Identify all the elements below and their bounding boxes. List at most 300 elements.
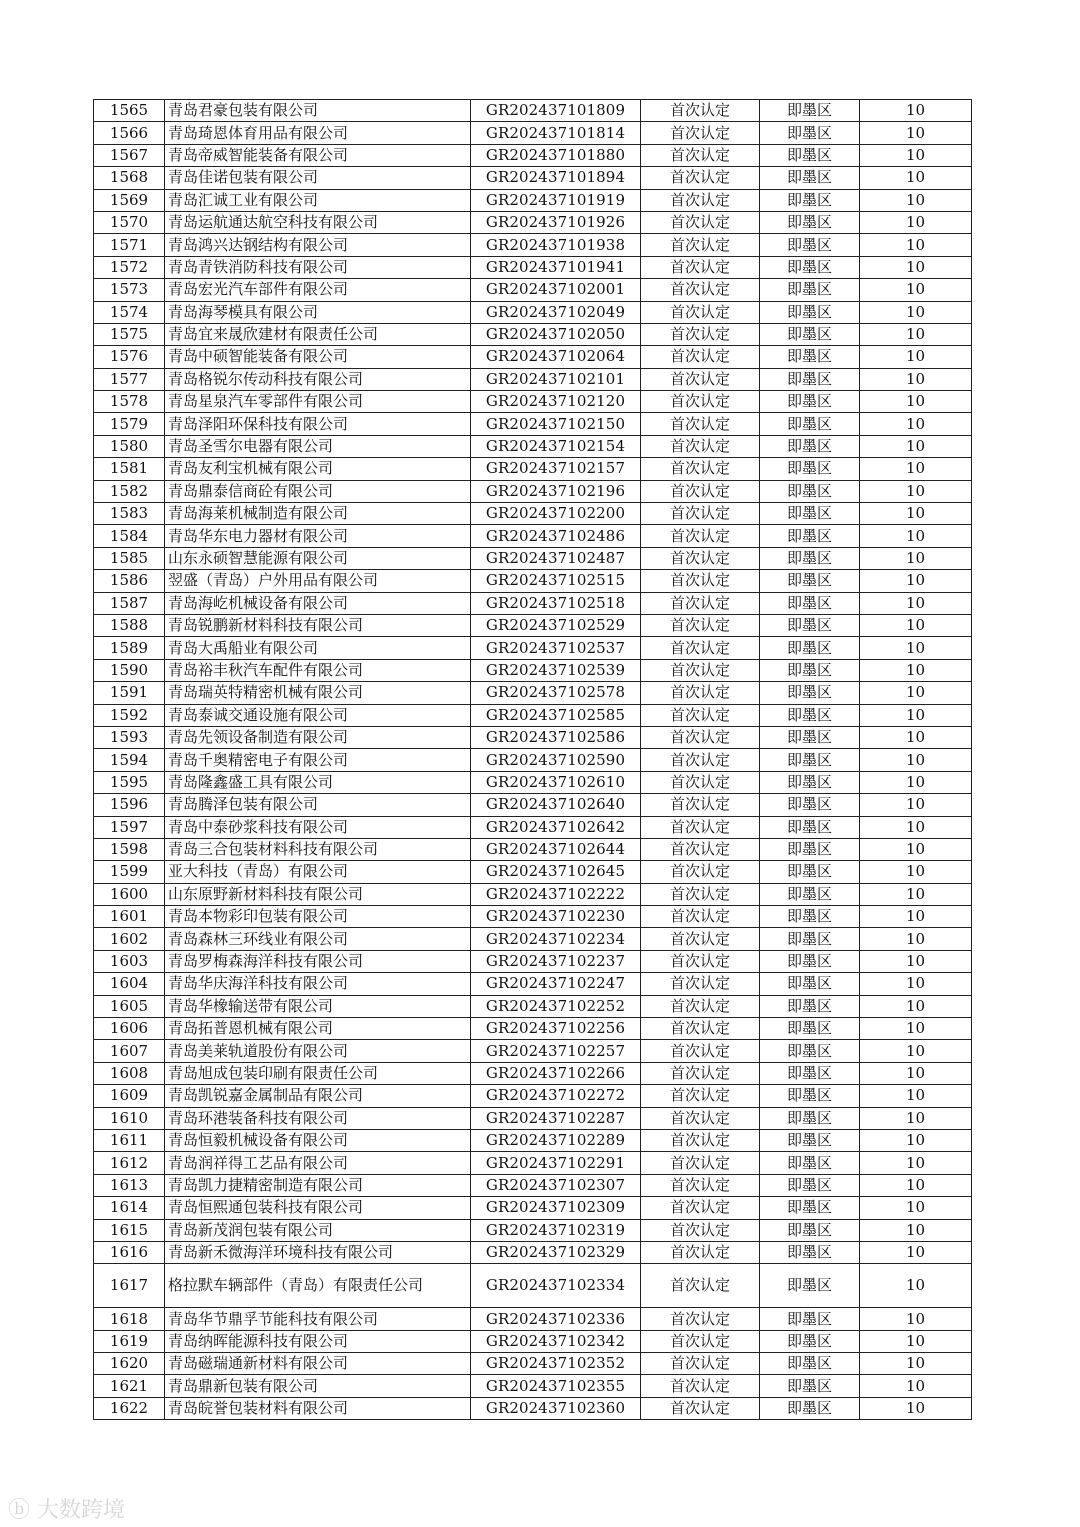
district-cell: 即墨区 xyxy=(760,704,860,726)
row-number-cell: 1574 xyxy=(94,301,165,323)
certificate-code-cell: GR202437102642 xyxy=(471,816,641,838)
certificate-code-cell: GR202437102529 xyxy=(471,614,641,636)
table-row xyxy=(94,1375,972,1397)
score-cell: 10 xyxy=(860,749,972,771)
company-name-cell: 青岛凯锐嘉金属制品有限公司 xyxy=(165,1085,471,1107)
row-number-cell: 1602 xyxy=(94,928,165,950)
company-name-cell: 青岛佳诺包装有限公司 xyxy=(165,167,471,189)
district-cell: 即墨区 xyxy=(760,1264,860,1308)
certificate-code-cell: GR202437102336 xyxy=(471,1308,641,1330)
table-row xyxy=(94,211,972,233)
score-cell: 10 xyxy=(860,1397,972,1419)
company-name-cell: 青岛中硕智能装备有限公司 xyxy=(165,346,471,368)
table-row xyxy=(94,861,972,883)
table-row xyxy=(94,279,972,301)
table-row xyxy=(94,1152,972,1174)
score-cell: 10 xyxy=(860,1375,972,1397)
company-name-cell: 青岛友利宝机械有限公司 xyxy=(165,458,471,480)
row-number-cell: 1609 xyxy=(94,1085,165,1107)
score-cell: 10 xyxy=(860,838,972,860)
score-cell: 10 xyxy=(860,435,972,457)
certification-type-cell: 首次认定 xyxy=(641,1353,760,1375)
score-cell: 10 xyxy=(860,794,972,816)
score-cell: 10 xyxy=(860,973,972,995)
company-name-cell: 亚大科技（青岛）有限公司 xyxy=(165,861,471,883)
row-number-cell: 1620 xyxy=(94,1353,165,1375)
table-row xyxy=(94,883,972,905)
district-cell: 即墨区 xyxy=(760,928,860,950)
table-row xyxy=(94,503,972,525)
certificate-code-cell: GR202437102001 xyxy=(471,279,641,301)
row-number-cell: 1611 xyxy=(94,1129,165,1151)
score-cell: 10 xyxy=(860,995,972,1017)
score-cell: 10 xyxy=(860,614,972,636)
row-number-cell: 1576 xyxy=(94,346,165,368)
row-number-cell: 1572 xyxy=(94,256,165,278)
score-cell: 10 xyxy=(860,189,972,211)
district-cell: 即墨区 xyxy=(760,995,860,1017)
row-number-cell: 1621 xyxy=(94,1375,165,1397)
certification-type-cell: 首次认定 xyxy=(641,256,760,278)
row-number-cell: 1612 xyxy=(94,1152,165,1174)
table-row xyxy=(94,1397,972,1419)
score-cell: 10 xyxy=(860,637,972,659)
table-row xyxy=(94,704,972,726)
row-number-cell: 1615 xyxy=(94,1219,165,1241)
row-number-cell: 1582 xyxy=(94,480,165,502)
company-name-cell: 青岛海莱机械制造有限公司 xyxy=(165,503,471,525)
score-cell: 10 xyxy=(860,659,972,681)
company-name-cell: 山东永硕智慧能源有限公司 xyxy=(165,547,471,569)
certificate-code-cell: GR202437101809 xyxy=(471,100,641,122)
certification-type-cell: 首次认定 xyxy=(641,1085,760,1107)
district-cell: 即墨区 xyxy=(760,547,860,569)
certification-type-cell: 首次认定 xyxy=(641,816,760,838)
certification-type-cell: 首次认定 xyxy=(641,637,760,659)
row-number-cell: 1567 xyxy=(94,144,165,166)
company-name-cell: 青岛格锐尔传动科技有限公司 xyxy=(165,368,471,390)
company-name-cell: 青岛宏光汽车部件有限公司 xyxy=(165,279,471,301)
certificate-code-cell: GR202437102645 xyxy=(471,861,641,883)
certification-type-cell: 首次认定 xyxy=(641,1308,760,1330)
district-cell: 即墨区 xyxy=(760,1152,860,1174)
table-row xyxy=(94,435,972,457)
table-row xyxy=(94,950,972,972)
certificate-code-cell: GR202437102230 xyxy=(471,906,641,928)
table-row xyxy=(94,659,972,681)
score-cell: 10 xyxy=(860,906,972,928)
score-cell: 10 xyxy=(860,211,972,233)
score-cell: 10 xyxy=(860,301,972,323)
row-number-cell: 1604 xyxy=(94,973,165,995)
score-cell: 10 xyxy=(860,1062,972,1084)
district-cell: 即墨区 xyxy=(760,592,860,614)
table-row xyxy=(94,816,972,838)
row-number-cell: 1568 xyxy=(94,167,165,189)
row-number-cell: 1613 xyxy=(94,1174,165,1196)
district-cell: 即墨区 xyxy=(760,1018,860,1040)
table-row xyxy=(94,794,972,816)
row-number-cell: 1588 xyxy=(94,614,165,636)
district-cell: 即墨区 xyxy=(760,1197,860,1219)
certification-type-cell: 首次认定 xyxy=(641,906,760,928)
score-cell: 10 xyxy=(860,234,972,256)
table-row xyxy=(94,1107,972,1129)
score-cell: 10 xyxy=(860,256,972,278)
district-cell: 即墨区 xyxy=(760,1308,860,1330)
district-cell: 即墨区 xyxy=(760,906,860,928)
company-name-cell: 青岛磁瑞通新材料有限公司 xyxy=(165,1353,471,1375)
company-name-cell: 青岛锐鹏新材料科技有限公司 xyxy=(165,614,471,636)
certification-type-cell: 首次认定 xyxy=(641,973,760,995)
row-number-cell: 1585 xyxy=(94,547,165,569)
table-row xyxy=(94,973,972,995)
table-row xyxy=(94,906,972,928)
row-number-cell: 1607 xyxy=(94,1040,165,1062)
row-number-cell: 1575 xyxy=(94,323,165,345)
row-number-cell: 1617 xyxy=(94,1264,165,1308)
row-number-cell: 1618 xyxy=(94,1308,165,1330)
score-cell: 10 xyxy=(860,1152,972,1174)
district-cell: 即墨区 xyxy=(760,794,860,816)
row-number-cell: 1579 xyxy=(94,413,165,435)
certificate-code-cell: GR202437102578 xyxy=(471,682,641,704)
table-row xyxy=(94,726,972,748)
certification-type-cell: 首次认定 xyxy=(641,749,760,771)
district-cell: 即墨区 xyxy=(760,973,860,995)
certification-type-cell: 首次认定 xyxy=(641,883,760,905)
company-name-cell: 青岛鸿兴达钢结构有限公司 xyxy=(165,234,471,256)
certification-type-cell: 首次认定 xyxy=(641,346,760,368)
certificate-code-cell: GR202437102355 xyxy=(471,1375,641,1397)
certificate-code-cell: GR202437102307 xyxy=(471,1174,641,1196)
certification-type-cell: 首次认定 xyxy=(641,1018,760,1040)
score-cell: 10 xyxy=(860,928,972,950)
certification-type-cell: 首次认定 xyxy=(641,1107,760,1129)
certificate-code-cell: GR202437102487 xyxy=(471,547,641,569)
certificate-code-cell: GR202437102539 xyxy=(471,659,641,681)
table-row xyxy=(94,346,972,368)
table-row xyxy=(94,547,972,569)
score-cell: 10 xyxy=(860,570,972,592)
certificate-code-cell: GR202437102644 xyxy=(471,838,641,860)
row-number-cell: 1610 xyxy=(94,1107,165,1129)
certification-type-cell: 首次认定 xyxy=(641,1375,760,1397)
district-cell: 即墨区 xyxy=(760,1330,860,1352)
table-row xyxy=(94,1308,972,1330)
score-cell: 10 xyxy=(860,547,972,569)
table-row xyxy=(94,458,972,480)
company-name-cell: 青岛环港装备科技有限公司 xyxy=(165,1107,471,1129)
district-cell: 即墨区 xyxy=(760,883,860,905)
score-cell: 10 xyxy=(860,122,972,144)
company-name-cell: 青岛润祥得工艺品有限公司 xyxy=(165,1152,471,1174)
certification-type-cell: 首次认定 xyxy=(641,1129,760,1151)
certification-type-cell: 首次认定 xyxy=(641,167,760,189)
score-cell: 10 xyxy=(860,458,972,480)
score-cell: 10 xyxy=(860,950,972,972)
district-cell: 即墨区 xyxy=(760,749,860,771)
certification-type-cell: 首次认定 xyxy=(641,995,760,1017)
district-cell: 即墨区 xyxy=(760,122,860,144)
certification-type-cell: 首次认定 xyxy=(641,1062,760,1084)
certificate-code-cell: GR202437102196 xyxy=(471,480,641,502)
certificate-code-cell: GR202437102329 xyxy=(471,1241,641,1263)
certification-type-cell: 首次认定 xyxy=(641,1040,760,1062)
table-row xyxy=(94,749,972,771)
district-cell: 即墨区 xyxy=(760,256,860,278)
score-cell: 10 xyxy=(860,1174,972,1196)
company-name-cell: 青岛鼎新包装有限公司 xyxy=(165,1375,471,1397)
table-row xyxy=(94,995,972,1017)
district-cell: 即墨区 xyxy=(760,861,860,883)
score-cell: 10 xyxy=(860,1085,972,1107)
certification-type-cell: 首次认定 xyxy=(641,234,760,256)
company-name-cell: 青岛星泉汽车零部件有限公司 xyxy=(165,391,471,413)
district-cell: 即墨区 xyxy=(760,682,860,704)
certification-type-cell: 首次认定 xyxy=(641,503,760,525)
certificate-code-cell: GR202437102515 xyxy=(471,570,641,592)
row-number-cell: 1581 xyxy=(94,458,165,480)
company-name-cell: 青岛大禹船业有限公司 xyxy=(165,637,471,659)
score-cell: 10 xyxy=(860,167,972,189)
district-cell: 即墨区 xyxy=(760,659,860,681)
score-cell: 10 xyxy=(860,1197,972,1219)
company-name-cell: 青岛瑞英特精密机械有限公司 xyxy=(165,682,471,704)
score-cell: 10 xyxy=(860,771,972,793)
score-cell: 10 xyxy=(860,861,972,883)
certification-type-cell: 首次认定 xyxy=(641,950,760,972)
row-number-cell: 1606 xyxy=(94,1018,165,1040)
district-cell: 即墨区 xyxy=(760,323,860,345)
certification-type-cell: 首次认定 xyxy=(641,1330,760,1352)
district-cell: 即墨区 xyxy=(760,144,860,166)
district-cell: 即墨区 xyxy=(760,346,860,368)
certificate-code-cell: GR202437102291 xyxy=(471,1152,641,1174)
row-number-cell: 1594 xyxy=(94,749,165,771)
company-name-cell: 青岛华节鼎孚节能科技有限公司 xyxy=(165,1308,471,1330)
table-row xyxy=(94,256,972,278)
district-cell: 即墨区 xyxy=(760,100,860,122)
score-cell: 10 xyxy=(860,682,972,704)
district-cell: 即墨区 xyxy=(760,614,860,636)
watermark-icon: ⓑ xyxy=(8,1498,31,1523)
row-number-cell: 1592 xyxy=(94,704,165,726)
certificate-code-cell: GR202437102640 xyxy=(471,794,641,816)
certification-type-cell: 首次认定 xyxy=(641,435,760,457)
table-row xyxy=(94,1062,972,1084)
table-row xyxy=(94,838,972,860)
row-number-cell: 1614 xyxy=(94,1197,165,1219)
row-number-cell: 1570 xyxy=(94,211,165,233)
table-row xyxy=(94,323,972,345)
row-number-cell: 1598 xyxy=(94,838,165,860)
certificate-code-cell: GR202437102537 xyxy=(471,637,641,659)
certificate-code-cell: GR202437101814 xyxy=(471,122,641,144)
certificate-code-cell: GR202437101941 xyxy=(471,256,641,278)
row-number-cell: 1619 xyxy=(94,1330,165,1352)
certificate-code-cell: GR202437102585 xyxy=(471,704,641,726)
company-name-cell: 青岛泰诚交通设施有限公司 xyxy=(165,704,471,726)
table-row xyxy=(94,1241,972,1263)
row-number-cell: 1608 xyxy=(94,1062,165,1084)
district-cell: 即墨区 xyxy=(760,816,860,838)
district-cell: 即墨区 xyxy=(760,1062,860,1084)
certificate-code-cell: GR202437102247 xyxy=(471,973,641,995)
district-cell: 即墨区 xyxy=(760,570,860,592)
row-number-cell: 1595 xyxy=(94,771,165,793)
company-name-cell: 青岛中泰砂浆科技有限公司 xyxy=(165,816,471,838)
company-name-cell: 青岛隆鑫盛工具有限公司 xyxy=(165,771,471,793)
certificate-code-cell: GR202437102518 xyxy=(471,592,641,614)
district-cell: 即墨区 xyxy=(760,1174,860,1196)
watermark-text: 大数跨境 xyxy=(37,1498,126,1523)
district-cell: 即墨区 xyxy=(760,726,860,748)
certificate-code-cell: GR202437101926 xyxy=(471,211,641,233)
district-cell: 即墨区 xyxy=(760,1375,860,1397)
company-name-cell: 青岛青铁消防科技有限公司 xyxy=(165,256,471,278)
row-number-cell: 1596 xyxy=(94,794,165,816)
district-cell: 即墨区 xyxy=(760,458,860,480)
row-number-cell: 1599 xyxy=(94,861,165,883)
certification-type-cell: 首次认定 xyxy=(641,659,760,681)
certification-type-cell: 首次认定 xyxy=(641,189,760,211)
certification-type-cell: 首次认定 xyxy=(641,1241,760,1263)
row-number-cell: 1622 xyxy=(94,1397,165,1419)
table-row xyxy=(94,122,972,144)
district-cell: 即墨区 xyxy=(760,1107,860,1129)
company-name-cell: 青岛凯力捷精密制造有限公司 xyxy=(165,1174,471,1196)
district-cell: 即墨区 xyxy=(760,1129,860,1151)
certificate-code-cell: GR202437102120 xyxy=(471,391,641,413)
certification-type-cell: 首次认定 xyxy=(641,100,760,122)
certificate-code-cell: GR202437102064 xyxy=(471,346,641,368)
score-cell: 10 xyxy=(860,279,972,301)
certification-type-cell: 首次认定 xyxy=(641,458,760,480)
certificate-code-cell: GR202437102101 xyxy=(471,368,641,390)
certification-type-cell: 首次认定 xyxy=(641,771,760,793)
certificate-code-cell: GR202437102150 xyxy=(471,413,641,435)
company-name-cell: 青岛本物彩印包装有限公司 xyxy=(165,906,471,928)
table-row xyxy=(94,614,972,636)
district-cell: 即墨区 xyxy=(760,480,860,502)
table-row xyxy=(94,413,972,435)
score-cell: 10 xyxy=(860,1040,972,1062)
table-row xyxy=(94,637,972,659)
company-name-cell: 青岛泽阳环保科技有限公司 xyxy=(165,413,471,435)
certificate-code-cell: GR202437102610 xyxy=(471,771,641,793)
row-number-cell: 1597 xyxy=(94,816,165,838)
company-name-cell: 青岛三合包装材料科技有限公司 xyxy=(165,838,471,860)
table-row xyxy=(94,189,972,211)
company-name-cell: 青岛罗梅森海洋科技有限公司 xyxy=(165,950,471,972)
certification-type-cell: 首次认定 xyxy=(641,122,760,144)
certification-type-cell: 首次认定 xyxy=(641,794,760,816)
district-cell: 即墨区 xyxy=(760,279,860,301)
district-cell: 即墨区 xyxy=(760,368,860,390)
certificate-code-cell: GR202437102486 xyxy=(471,525,641,547)
score-cell: 10 xyxy=(860,100,972,122)
row-number-cell: 1590 xyxy=(94,659,165,681)
company-name-cell: 青岛宜来晟欣建材有限责任公司 xyxy=(165,323,471,345)
certificate-code-cell: GR202437102154 xyxy=(471,435,641,457)
score-cell: 10 xyxy=(860,346,972,368)
table-row xyxy=(94,1197,972,1219)
score-cell: 10 xyxy=(860,525,972,547)
district-cell: 即墨区 xyxy=(760,189,860,211)
table-row xyxy=(94,480,972,502)
score-cell: 10 xyxy=(860,1264,972,1308)
table-row xyxy=(94,1330,972,1352)
certificate-code-cell: GR202437102256 xyxy=(471,1018,641,1040)
certificate-code-cell: GR202437102252 xyxy=(471,995,641,1017)
company-name-cell: 青岛新茂润包装有限公司 xyxy=(165,1219,471,1241)
district-cell: 即墨区 xyxy=(760,1353,860,1375)
certification-type-cell: 首次认定 xyxy=(641,614,760,636)
row-number-cell: 1601 xyxy=(94,906,165,928)
company-name-cell: 翌盛（青岛）户外用品有限公司 xyxy=(165,570,471,592)
company-name-cell: 格拉默车辆部件（青岛）有限责任公司 xyxy=(165,1264,471,1308)
district-cell: 即墨区 xyxy=(760,1241,860,1263)
certification-type-cell: 首次认定 xyxy=(641,570,760,592)
district-cell: 即墨区 xyxy=(760,1085,860,1107)
score-cell: 10 xyxy=(860,503,972,525)
district-cell: 即墨区 xyxy=(760,234,860,256)
certification-type-cell: 首次认定 xyxy=(641,211,760,233)
district-cell: 即墨区 xyxy=(760,167,860,189)
company-name-cell: 青岛华庆海洋科技有限公司 xyxy=(165,973,471,995)
company-name-cell: 青岛纳晖能源科技有限公司 xyxy=(165,1330,471,1352)
watermark-logo xyxy=(8,1493,125,1524)
row-number-cell: 1577 xyxy=(94,368,165,390)
table-row xyxy=(94,1085,972,1107)
row-number-cell: 1586 xyxy=(94,570,165,592)
table-row xyxy=(94,1219,972,1241)
score-cell: 10 xyxy=(860,1219,972,1241)
company-name-cell: 青岛拓普恩机械有限公司 xyxy=(165,1018,471,1040)
certification-type-cell: 首次认定 xyxy=(641,279,760,301)
table-row xyxy=(94,391,972,413)
score-cell: 10 xyxy=(860,413,972,435)
certification-type-cell: 首次认定 xyxy=(641,480,760,502)
company-name-cell: 青岛海屹机械设备有限公司 xyxy=(165,592,471,614)
district-cell: 即墨区 xyxy=(760,1219,860,1241)
enterprise-table xyxy=(93,99,972,1420)
company-name-cell: 青岛恒熙通包装科技有限公司 xyxy=(165,1197,471,1219)
certificate-code-cell: GR202437102049 xyxy=(471,301,641,323)
company-name-cell: 青岛旭成包装印刷有限责任公司 xyxy=(165,1062,471,1084)
certification-type-cell: 首次认定 xyxy=(641,1152,760,1174)
row-number-cell: 1580 xyxy=(94,435,165,457)
table-row xyxy=(94,525,972,547)
certificate-code-cell: GR202437102319 xyxy=(471,1219,641,1241)
row-number-cell: 1571 xyxy=(94,234,165,256)
district-cell: 即墨区 xyxy=(760,391,860,413)
score-cell: 10 xyxy=(860,592,972,614)
certificate-code-cell: GR202437102352 xyxy=(471,1353,641,1375)
score-cell: 10 xyxy=(860,1018,972,1040)
certificate-code-cell: GR202437102287 xyxy=(471,1107,641,1129)
district-cell: 即墨区 xyxy=(760,413,860,435)
certification-type-cell: 首次认定 xyxy=(641,1174,760,1196)
certification-type-cell: 首次认定 xyxy=(641,682,760,704)
certification-type-cell: 首次认定 xyxy=(641,838,760,860)
company-name-cell: 青岛帝威智能装备有限公司 xyxy=(165,144,471,166)
row-number-cell: 1583 xyxy=(94,503,165,525)
company-name-cell: 青岛千奥精密电子有限公司 xyxy=(165,749,471,771)
certification-type-cell: 首次认定 xyxy=(641,1219,760,1241)
certification-type-cell: 首次认定 xyxy=(641,323,760,345)
